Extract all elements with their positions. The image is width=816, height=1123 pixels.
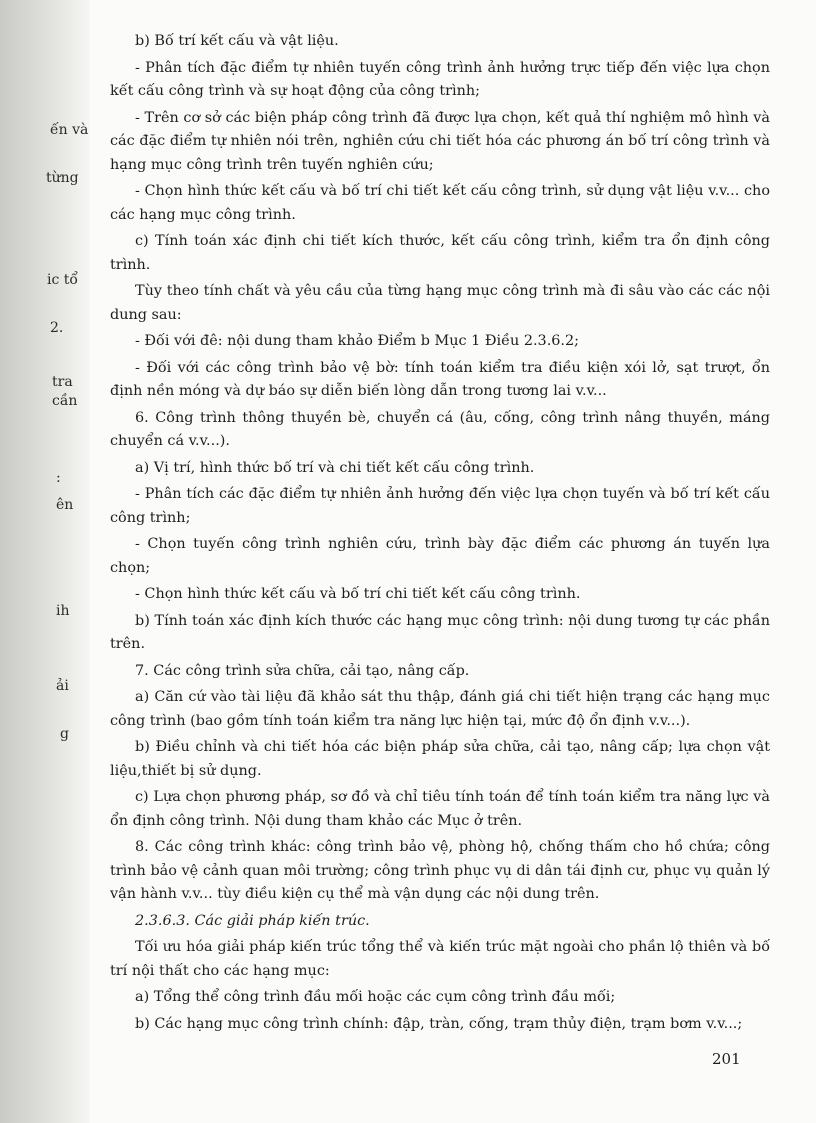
paragraph: c) Tính toán xác định chi tiết kích thước, kết cấu công trình, kiểm tra ổn định công trình. [110,233,770,273]
paragraph: - Chọn hình thức kết cấu và bố trí chi tiết kết cấu công trình, sử dụng vật liệu v.v... cho các hạng mục công trình. [110,183,770,223]
paragraph: - Đối với đê: nội dung tham khảo Điểm b Mục 1 Điều 2.3.6.2; [135,333,580,349]
paragraph-section-6: 6. Công trình thông thuyền bè, chuyển cá (âu, cống, công trình nâng thuyền, máng chuyển cá v.v...). [110,409,770,449]
gutter-text: ến và [50,122,89,138]
gutter-text: tra [52,374,73,390]
page-number: 201 [712,1050,741,1068]
paragraph: a) Căn cứ vào tài liệu đã khảo sát thu thập, đánh giá chi tiết hiện trạng các hạng mục công trình (bao gồm tính toán kiểm tra năng lực hiện tại, mức độ ổn định v.v...). [110,689,770,729]
paragraph: b) Điều chỉnh và chi tiết hóa các biện pháp sửa chữa, cải tạo, nâng cấp; lựa chọn vật liệu,thiết bị sử dụng. [110,739,770,779]
gutter-text: g [60,726,69,742]
paragraph: - Phân tích các đặc điểm tự nhiên ảnh hưởng đến việc lựa chọn tuyến và bố trí kết cấu công trình; [110,486,770,526]
paragraph: Tối ưu hóa giải pháp kiến trúc tổng thể và kiến trúc mặt ngoài cho phần lộ thiên và bố trí nội thất cho các hạng mục: [110,939,770,979]
gutter-text: : [56,470,61,486]
paragraph: a) Tổng thể công trình đầu mối hoặc các cụm công trình đầu mối; [135,989,616,1005]
paragraph-section-8: 8. Các công trình khác: công trình bảo vệ, phòng hộ, chống thấm cho hồ chứa; công trình bảo vệ cảnh quan môi trường; công trình phục vụ di dân tái định cư, phục vụ quản lý vận hành v.v... tùy điều kiện cụ thể mà vận dụng các nội dung trên. [110,839,770,902]
gutter-text: ih [56,603,70,619]
paragraph: - Đối với các công trình bảo vệ bờ: tính toán kiểm tra điều kiện xói lở, sạt trượt, ổn định nền móng và dự báo sự diễn biến lòng dẫn trong tương lai v.v... [110,359,770,399]
gutter-text: ên [56,497,74,513]
paragraph: - Chọn hình thức kết cấu và bố trí chi tiết kết cấu công trình. [135,586,581,602]
paragraph: b) Tính toán xác định kích thước các hạng mục công trình: nội dung tương tự các phần trên. [110,612,770,652]
paragraph: - Phân tích đặc điểm tự nhiên tuyến công trình ảnh hưởng trực tiếp đến việc lựa chọn kết cấu công trình và sự hoạt động của công trình; [110,59,770,99]
facing-page-margin-text [0,0,100,1123]
gutter-text: cần [52,393,78,409]
paragraph: Tùy theo tính chất và yêu cầu của từng hạng mục công trình mà đi sâu vào các các nội dung sau: [110,283,770,323]
gutter-text: ic tổ [47,272,78,288]
gutter-text: ải [56,678,69,694]
paragraph-section-7: 7. Các công trình sửa chữa, cải tạo, nâng cấp. [135,662,470,679]
paragraph: a) Vị trí, hình thức bố trí và chi tiết kết cấu công trình. [135,459,535,476]
paragraph: b) Các hạng mục công trình chính: đập, tràn, cống, trạm thủy điện, trạm bơm v.v...; [135,1015,743,1032]
gutter-text: từng [46,170,79,186]
book-page [110,30,770,1039]
paragraph-b-structure-heading: b) Bố trí kết cấu và vật liệu. [135,33,339,49]
paragraph: c) Lựa chọn phương pháp, sơ đồ và chỉ tiêu tính toán để tính toán kiểm tra năng lực và ổn định công trình. Nội dung tham khảo các Mục ở trên. [110,789,770,829]
paragraph: - Trên cơ sở các biện pháp công trình đã được lựa chọn, kết quả thí nghiệm mô hình và các đặc điểm tự nhiên nói trên, nghiên cứu chi tiết hóa các phương án bố trí công trình và hạng mục công trình trên tuyến nghiên cứu; [110,109,770,173]
section-heading-2-3-6-3: 2.3.6.3. Các giải pháp kiến trúc. [135,912,370,929]
gutter-text: 2. [50,320,64,336]
paragraph: - Chọn tuyến công trình nghiên cứu, trình bày đặc điểm các phương án tuyến lựa chọn; [110,536,770,576]
